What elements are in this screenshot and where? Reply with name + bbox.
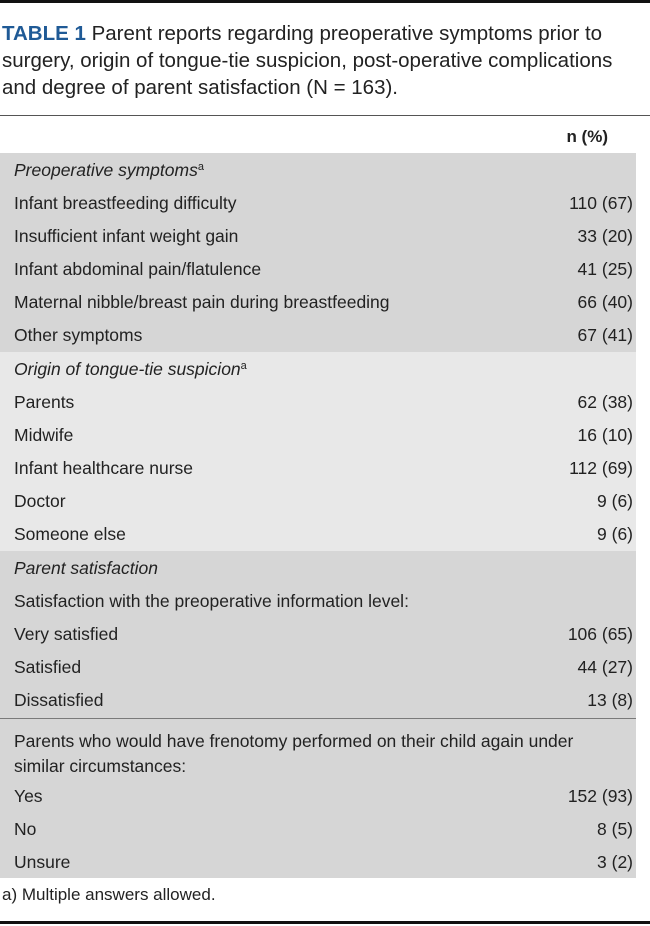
table-row [0, 186, 636, 219]
row-value: 9 (6) [597, 524, 633, 544]
table-row [0, 779, 636, 812]
row-label: Unsure [14, 852, 71, 872]
row-label: Maternal nibble/breast pain during breastfeeding [14, 292, 390, 312]
column-header: n (%) [566, 127, 608, 146]
caption-text: Parent reports regarding preoperative symptoms prior to surgery, origin of tongue-tie suspicion, post-operative complications and degree of parent satisfaction (N = 163). [2, 22, 613, 99]
table-row [0, 418, 636, 451]
table-row [0, 683, 636, 718]
table-row [0, 318, 636, 352]
row-value: 110 (67) [569, 193, 633, 213]
row-value: 62 (38) [577, 392, 633, 412]
row-value: 106 (65) [567, 624, 633, 644]
table-row [0, 285, 636, 318]
table-row [0, 845, 636, 878]
top-rule [0, 0, 650, 3]
row-value: 13 (8) [587, 690, 633, 710]
header-rule [0, 115, 650, 116]
table-row [0, 252, 636, 285]
section-title-origin [0, 352, 636, 385]
row-value: 8 (5) [597, 819, 633, 839]
table-row [0, 385, 636, 418]
row-value: 112 (69) [569, 458, 633, 478]
row-value: 44 (27) [577, 657, 633, 677]
row-value: 3 (2) [597, 852, 633, 872]
row-value: 67 (41) [577, 325, 633, 345]
row-value: 66 (40) [577, 292, 633, 312]
section-title-satisfaction [0, 551, 636, 584]
table-row [0, 812, 636, 845]
subheading [0, 584, 636, 617]
table-row [0, 517, 636, 551]
row-value: 16 (10) [577, 425, 633, 445]
table-row [0, 484, 636, 517]
table-row [0, 617, 636, 650]
subheading-text: Satisfaction with the preoperative information level: [14, 591, 409, 611]
row-label: Other symptoms [14, 325, 143, 345]
table-row [0, 451, 636, 484]
row-label: No [14, 819, 37, 839]
table-row [0, 650, 636, 683]
row-value: 152 (93) [567, 786, 633, 806]
section-title-text: Origin of tongue-tie suspicion [14, 359, 241, 379]
question-row [0, 719, 636, 779]
table-label: TABLE 1 [2, 22, 86, 45]
row-label: Insufficient infant weight gain [14, 226, 239, 246]
row-label: Someone else [14, 524, 126, 544]
footnote-marker: a [240, 360, 247, 372]
footnote-marker: a [197, 161, 204, 173]
footnote: a) Multiple answers allowed. [2, 885, 216, 904]
question-text: Parents who would have frenotomy performed on their child again under similar circumstances: [14, 731, 574, 776]
table-caption [2, 20, 642, 101]
section-title-text: Parent satisfaction [14, 558, 158, 578]
row-label: Doctor [14, 491, 66, 511]
table-row [0, 219, 636, 252]
section-title-preoperative [0, 153, 636, 186]
row-label: Infant healthcare nurse [14, 458, 194, 478]
row-value: 41 (25) [577, 259, 633, 279]
row-label: Infant breastfeeding difficulty [14, 193, 237, 213]
bottom-rule [0, 921, 650, 924]
row-label: Yes [14, 786, 43, 806]
row-label: Midwife [14, 425, 74, 445]
row-label: Satisfied [14, 657, 82, 677]
section-title-text: Preoperative symptoms [14, 160, 198, 180]
row-value: 33 (20) [577, 226, 633, 246]
row-label: Dissatisfied [14, 690, 104, 710]
row-label: Infant abdominal pain/flatulence [14, 259, 262, 279]
row-label: Parents [14, 392, 75, 412]
row-value: 9 (6) [597, 491, 633, 511]
row-label: Very satisfied [14, 624, 119, 644]
